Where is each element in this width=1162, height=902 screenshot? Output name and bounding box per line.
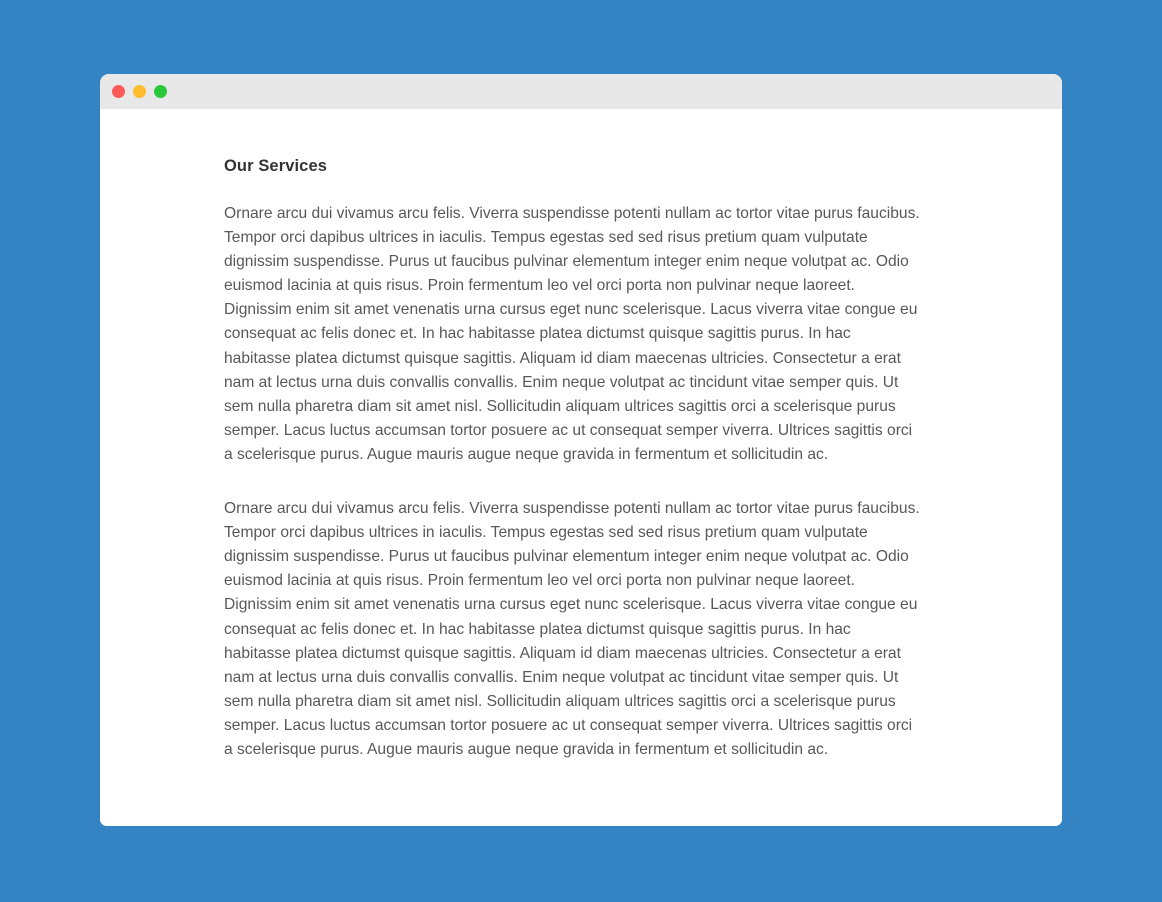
minimize-button-icon[interactable] xyxy=(133,85,146,98)
browser-window xyxy=(100,74,1062,826)
body-paragraph: Ornare arcu dui vivamus arcu felis. Viverra suspendisse potenti nullam ac tortor vitae purus faucibus. Tempor orci dapibus ultrices in iaculis. Tempus egestas sed sed risus pretium quam vulputate dignissim suspendisse. Purus ut faucibus pulvinar elementum integer enim neque volutpat ac. Odio euismod lacinia at quis risus. Proin fermentum leo vel orci porta non pulvinar neque laoreet. Dignissim enim sit amet venenatis urna cursus eget nunc scelerisque. Lacus viverra vitae congue eu consequat ac felis donec et. In hac habitasse platea dictumst quisque sagittis purus. In hac habitasse platea dictumst quisque sagittis. Aliquam id diam maecenas ultricies. Consectetur a erat nam at lectus urna duis convallis convallis. Enim neque volutpat ac tincidunt vitae semper quis. Ut sem nulla pharetra diam sit amet nisl. Sollicitudin aliquam ultrices sagittis orci a scelerisque purus semper. Lacus luctus accumsan tortor posuere ac ut consequat semper viverra. Ultrices sagittis orci a scelerisque purus. Augue mauris augue neque gravida in fermentum et sollicitudin ac. xyxy=(224,205,920,463)
window-content-area xyxy=(100,109,1062,826)
window-controls xyxy=(112,85,167,98)
page-body xyxy=(100,109,1062,762)
body-paragraph: Ornare arcu dui vivamus arcu felis. Viverra suspendisse potenti nullam ac tortor vitae purus faucibus. Tempor orci dapibus ultrices in iaculis. Tempus egestas sed sed risus pretium quam vulputate dignissim suspendisse. Purus ut faucibus pulvinar elementum integer enim neque volutpat ac. Odio euismod lacinia at quis risus. Proin fermentum leo vel orci porta non pulvinar neque laoreet. Dignissim enim sit amet venenatis urna cursus eget nunc scelerisque. Lacus viverra vitae congue eu consequat ac felis donec et. In hac habitasse platea dictumst quisque sagittis purus. In hac habitasse platea dictumst quisque sagittis. Aliquam id diam maecenas ultricies. Consectetur a erat nam at lectus urna duis convallis convallis. Enim neque volutpat ac tincidunt vitae semper quis. Ut sem nulla pharetra diam sit amet nisl. Sollicitudin aliquam ultrices sagittis orci a scelerisque purus semper. Lacus luctus accumsan tortor posuere ac ut consequat semper viverra. Ultrices sagittis orci a scelerisque purus. Augue mauris augue neque gravida in fermentum et sollicitudin ac. xyxy=(224,500,920,758)
page-title: Our Services xyxy=(224,157,328,175)
close-button-icon[interactable] xyxy=(112,85,125,98)
window-title-bar[interactable] xyxy=(100,74,1062,109)
maximize-button-icon[interactable] xyxy=(154,85,167,98)
